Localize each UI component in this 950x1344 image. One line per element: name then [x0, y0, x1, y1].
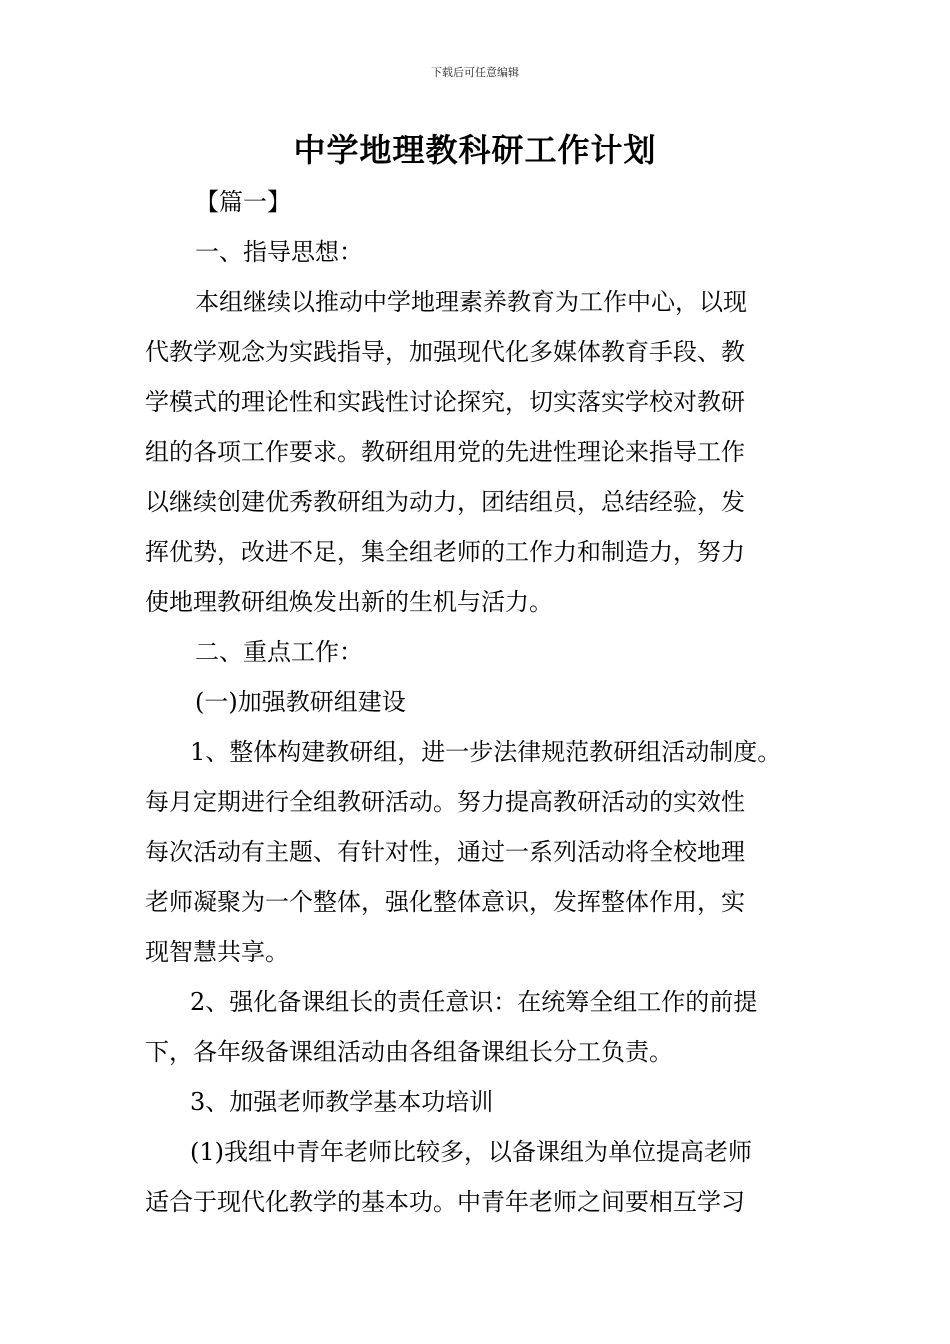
document-body [145, 177, 810, 1227]
header-note: 下载后可任意编辑 [431, 66, 519, 79]
paragraph-line: 本组继续以推动中学地理素养教育为工作中心，以现 [195, 288, 747, 316]
paragraph-line: 老师凝聚为一个整体，强化整体意识，发挥整体作用，实 [145, 888, 745, 916]
paragraph-line: 适合于现代化教学的基本功。中青年老师之间要相互学习 [145, 1188, 745, 1216]
paragraph-line: 代教学观念为实践指导，加强现代化多媒体教育手段、教 [145, 338, 745, 366]
paragraph-line: 2、强化备课组长的责任意识：在统筹全组工作的前提 [190, 988, 758, 1016]
heading-key-work: 二、重点工作： [195, 638, 363, 666]
heading-guiding-thought: 一、指导思想： [195, 238, 363, 266]
paragraph-line: 学模式的理论性和实践性讨论探究，切实落实学校对教研 [145, 388, 745, 416]
paragraph-line: (1)我组中青年老师比较多，以备课组为单位提高老师 [190, 1138, 752, 1166]
paragraph-line: 以继续创建优秀教研组为动力，团结组员，总结经验，发 [145, 488, 745, 516]
paragraph-line: 下，各年级备课组活动由各组备课组长分工负责。 [145, 1038, 673, 1066]
paragraph-line: 挥优势，改进不足，集全组老师的工作力和制造力，努力 [145, 538, 745, 566]
paragraph-line: 每月定期进行全组教研活动。努力提高教研活动的实效性 [145, 788, 745, 816]
paragraph-line: 3、加强老师教学基本功培训 [190, 1088, 494, 1116]
paragraph-line: 使地理教研组焕发出新的生机与活力。 [145, 588, 553, 616]
paragraph-line: 1、整体构建教研组，进一步法律规范教研组活动制度。 [190, 738, 782, 766]
subheading-team-building: (一)加强教研组建设 [195, 688, 406, 716]
paragraph-line: 组的各项工作要求。教研组用党的先进性理论来指导工作 [145, 438, 745, 466]
section-label: 【篇一】 [195, 188, 291, 216]
document-title: 中学地理教科研工作计划 [293, 131, 657, 169]
paragraph-line: 每次活动有主题、有针对性，通过一系列活动将全校地理 [145, 838, 745, 866]
paragraph-line: 现智慧共享。 [145, 938, 289, 966]
